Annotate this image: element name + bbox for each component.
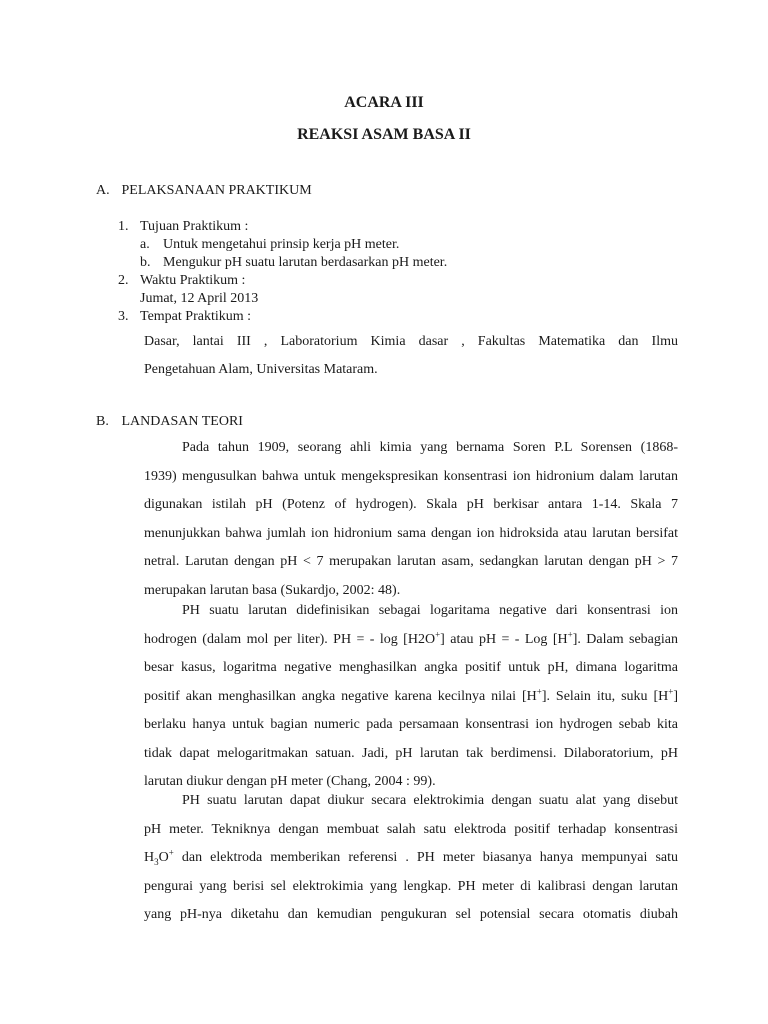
text-line: digunakan istilah pH (Potenz of hydrogen). Skala pH berkisar antara 1-14. Skala 7 [144,497,678,512]
text-line: yang pH-nya diketahu dan kemudian pengukuran sel potensial secara otomatis diubah [144,907,678,922]
paragraph-2 [144,597,678,797]
text-line: Pada tahun 1909, seorang ahli kimia yang bernama Soren P.L Sorensen (1868- [182,440,678,455]
item-text: Mengukur pH suatu larutan berdasarkan pH meter. [163,255,448,270]
text-fragment: positif akan menghasilkan angka negative karena kecilnya nilai [H [144,688,537,704]
item-num: b. [140,255,151,270]
text-fragment: O [158,850,169,865]
section-a-heading [96,183,312,199]
item-num: 1. [118,219,129,234]
text-line: netral. Larutan dengan pH < 7 merupakan larutan asam, sedangkan larutan dengan pH > 7 [144,554,678,569]
text-line: Pengetahuan Alam, Universitas Mataram. [144,362,378,377]
item-text: Waktu Praktikum : [140,273,246,288]
paragraph-3 [144,787,678,930]
text-line: tidak dapat melogaritmakan satuan. Jadi, pH larutan tak berdimensi. Dilaboratorium, pH [144,745,678,761]
item-num: 3. [118,309,129,324]
text-fragment: ]. Selain itu, suku [H [541,688,669,704]
item-text: Jumat, 12 April 2013 [140,291,259,306]
text-fragment: ] atau pH = - Log [H [440,631,568,647]
section-b-heading [96,414,243,430]
title-reaksi: REAKSI ASAM BASA II [297,126,471,143]
text-fragment: hodrogen (dalam mol per liter). PH = - log [H2O [144,631,436,647]
text-line: PH suatu larutan dapat diukur secara elektrokimia dengan suatu alat yang disebut [182,793,678,808]
superscript: + [668,685,674,696]
superscript: + [168,847,174,858]
section-a-label: A. [96,183,110,198]
text-line: besar kasus, logaritma negative menghasilkan angka positif untuk pH, dimana logaritma [144,660,678,675]
item-text: Tujuan Praktikum : [140,219,249,234]
section-a-title: PELAKSANAAN PRAKTIKUM [121,183,312,198]
text-line: Dasar, lantai III , Laboratorium Kimia dasar , Fakultas Matematika dan Ilmu [144,334,678,349]
text-line-formula [144,626,678,655]
title-acara: ACARA III [344,94,424,111]
text-line: larutan diukur dengan pH meter (Chang, 2004 : 99). [144,774,436,789]
text-line-formula [144,844,678,873]
text-line-formula [144,683,678,712]
item-num: a. [140,237,150,252]
text-line: PH suatu larutan didefinisikan sebagai logaritama negative dari konsentrasi ion [182,603,678,618]
superscript: + [435,628,441,639]
section-b-title: LANDASAN TEORI [121,414,243,429]
paragraph-1 [144,434,678,605]
item-text: Tempat Praktikum : [140,309,252,324]
section-b-label: B. [96,414,109,429]
item-text: Untuk mengetahui prinsip kerja pH meter. [163,237,400,252]
superscript: + [536,685,542,696]
text-line: merupakan larutan basa (Sukardjo, 2002: 48). [144,582,401,598]
text-fragment: H [144,850,155,865]
place-paragraph [144,328,678,384]
item-num: 2. [118,273,129,288]
text-fragment: ]. Dalam sebagian [572,631,678,647]
text-line: pH meter. Tekniknya dengan membuat salah satu elektroda positif terhadap konsentrasi [144,821,678,837]
text-line: menunjukkan bahwa jumlah ion hidronium sama dengan ion hidroksida atau larutan bersifat [144,525,678,541]
subscript: 3 [154,856,159,867]
text-line: 1939) mengusulkan bahwa untuk mengekspresikan konsentrasi ion hidronium dalam larutan [144,468,678,484]
text-line: pengurai yang berisi sel elektrokimia yang lengkap. PH meter di kalibrasi dengan larutan [144,878,678,894]
text-fragment: dan elektroda memberikan referensi . PH meter biasanya hanya mempunyai satu [173,850,678,865]
text-line: berlaku hanya untuk bagian numeric pada persamaan konsentrasi ion hydrogen sebab kita [144,717,678,732]
superscript: + [567,628,573,639]
text-fragment: ] [673,688,678,704]
